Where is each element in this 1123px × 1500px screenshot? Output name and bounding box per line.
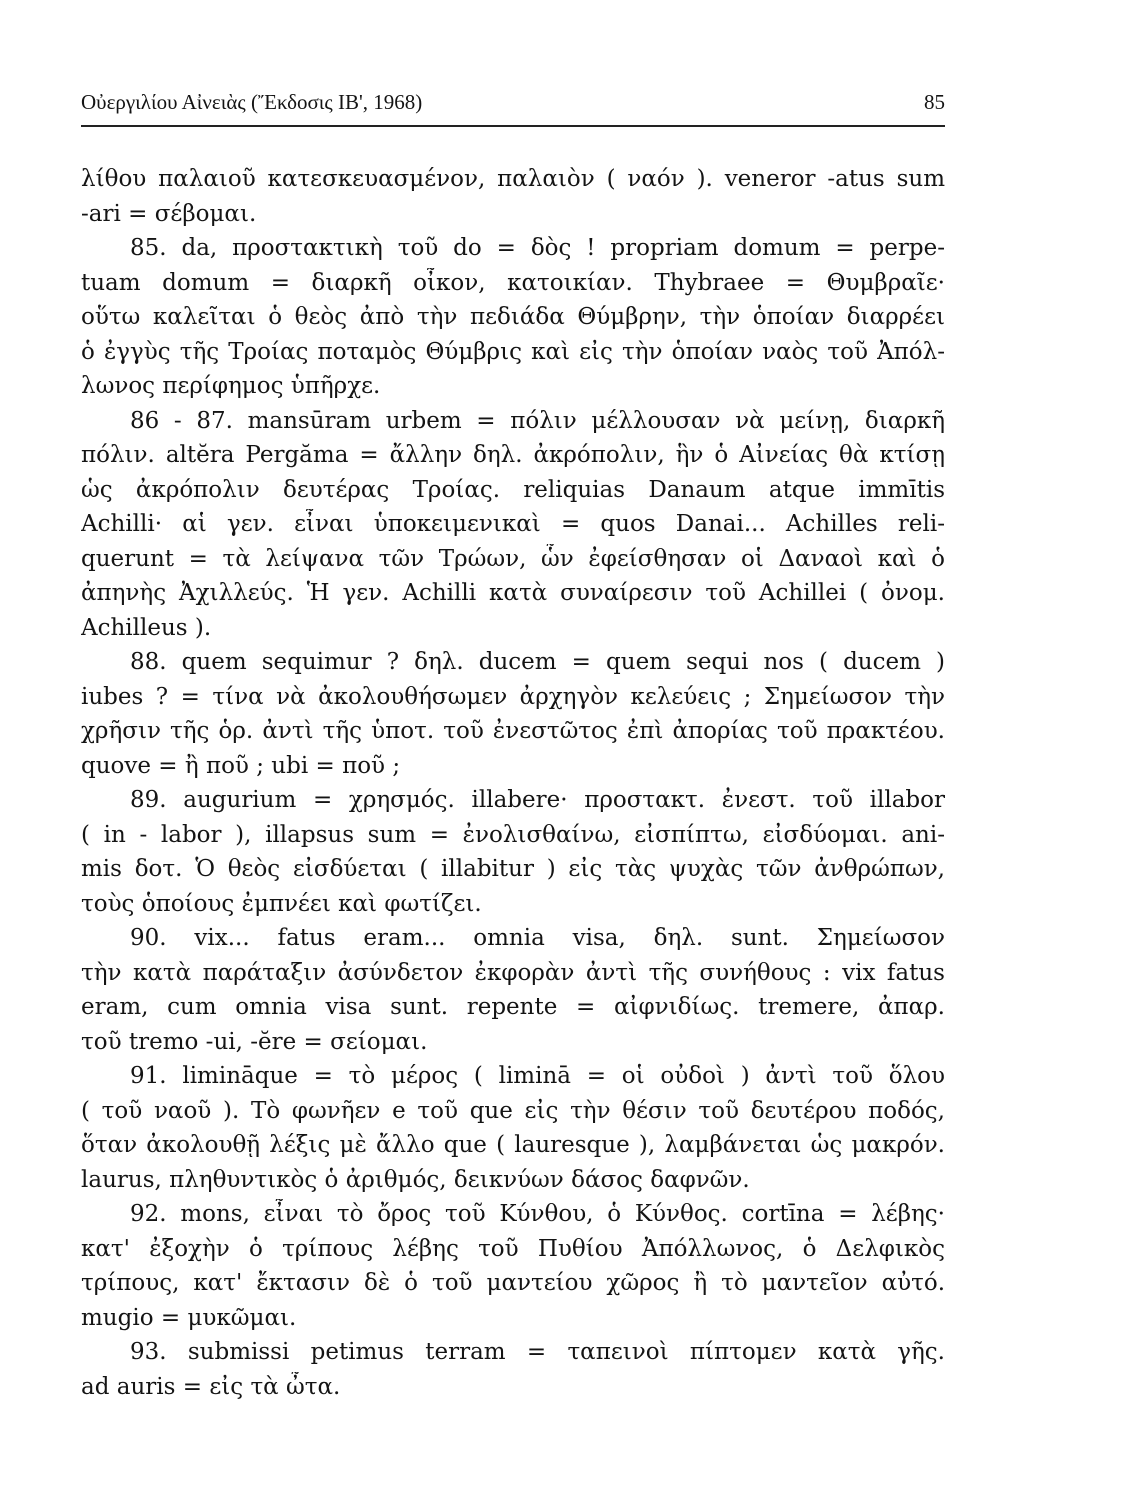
text-line: laurus, πληθυντικὸς ὁ ἀριθμός, δεικνύων δάσος δαφνῶν. bbox=[81, 1167, 750, 1193]
text-line: λωνος περίφημος ὑπῆρχε. bbox=[81, 373, 381, 399]
entry-85-line: 85. da, προστακτικὴ τοῦ do = δὸς ! propriam domum = perpe- bbox=[130, 235, 945, 261]
running-head bbox=[81, 88, 945, 122]
entry-88-line: 88. quem sequimur ? δηλ. ducem = quem sequi nos ( ducem ) bbox=[130, 649, 945, 675]
text-line: iubes ? = τίνα νὰ ἀκολουθήσωμεν ἀρχηγὸν κελεύεις ; Σημείωσον τὴν bbox=[81, 684, 945, 710]
text-line: χρῆσιν τῆς ὁρ. ἀντὶ τῆς ὑποτ. τοῦ ἐνεστῶτος ἐπὶ ἀπορίας τοῦ πρακτέου. bbox=[81, 718, 945, 744]
text-line: mugio = μυκῶμαι. bbox=[81, 1305, 297, 1331]
text-line: eram, cum omnia visa sunt. repente = αἰφνιδίως. tremere, ἀπαρ. bbox=[81, 994, 945, 1020]
entry-91-line: 91. limināque = τὸ μέρος ( liminā = οἱ οὐδοὶ ) ἀντὶ τοῦ ὅλου bbox=[130, 1063, 945, 1089]
text-line: κατ' ἐξοχὴν ὁ τρίπους λέβης τοῦ Πυθίου Ἀπόλλωνος, ὁ Δελφικὸς bbox=[81, 1236, 945, 1262]
text-line: tuam domum = διαρκῆ οἶκον, κατοικίαν. Thybraee = Θυμβραῖε· bbox=[81, 270, 945, 296]
text-line: quove = ἢ ποῦ ; ubi = ποῦ ; bbox=[81, 753, 401, 779]
entry-line: 93. submissi petimus terram = ταπεινοὶ πίπτομεν κατὰ γῆς. bbox=[130, 1339, 945, 1365]
text-line: Achilleus ). bbox=[81, 615, 212, 641]
text-line: Achilli· αἱ γεν. εἶναι ὑποκειμενικαὶ = quos Danai... Achilles reli- bbox=[81, 511, 945, 537]
text-line: τρίπους, κατ' ἔκτασιν δὲ ὁ τοῦ μαντείου χῶρος ἢ τὸ μαντεῖον αὐτό. bbox=[81, 1270, 945, 1296]
text-line: ( in - labor ), illapsus sum = ἐνολισθαίνω, εἰσπίπτω, εἰσδύομαι. ani- bbox=[81, 822, 945, 848]
text-line: τοὺς ὁποίους ἐμπνέει καὶ φωτίζει. bbox=[81, 891, 482, 917]
header-rule bbox=[81, 125, 945, 127]
entry-86-87-line: 86 - 87. mansūram urbem = πόλιν μέλλουσαν νὰ μείνῃ, διαρκῆ bbox=[130, 408, 945, 434]
page-number: 85 bbox=[924, 90, 945, 114]
text-line: πόλιν. altĕra Pergăma = ἄλλην δηλ. ἀκρόπολιν, ἣν ὁ Αἰνείας θὰ κτίσῃ bbox=[81, 442, 945, 468]
entry-line: 92. mons, εἶναι τὸ ὄρος τοῦ Κύνθου, ὁ Κύνθος. cortīna = λέβης· bbox=[130, 1201, 945, 1227]
text-line: τὴν κατὰ παράταξιν ἀσύνδετον ἐκφορὰν ἀντὶ τῆς συνήθους : vix fatus bbox=[81, 960, 945, 986]
text-line: λίθου παλαιοῦ κατεσκευασμένον, παλαιὸν ( ναόν ). veneror -atus sum bbox=[81, 166, 945, 192]
text-line: ad auris = εἰς τὰ ὦτα. bbox=[81, 1374, 341, 1400]
text-line: ὁ ἐγγὺς τῆς Τροίας ποταμὸς Θύμβρις καὶ εἰς τὴν ὁποίαν ναὸς τοῦ Ἀπόλ- bbox=[81, 339, 945, 365]
text-line: τοῦ tremo -ui, -ĕre = σείομαι. bbox=[81, 1029, 428, 1055]
entry-90-line: 90. vix... fatus eram... omnia visa, δηλ. sunt. Σημείωσον bbox=[130, 925, 945, 951]
text-line: mis δοτ. Ὁ θεὸς εἰσδύεται ( illabitur ) εἰς τὰς ψυχὰς τῶν ἀνθρώπων, bbox=[81, 856, 945, 882]
text-line: ἀπηνὴς Ἀχιλλεύς. Ἡ γεν. Achilli κατὰ συναίρεσιν τοῦ Achillei ( ὀνομ. bbox=[81, 580, 945, 606]
text-line: ὡς ἀκρόπολιν δευτέρας Τροίας. reliquias Danaum atque immītis bbox=[81, 477, 945, 503]
running-title: Οὐεργιλίου Αἰνειὰς (Ἔκδοσις ΙΒ', 1968) bbox=[81, 90, 423, 114]
text-line: οὕτω καλεῖται ὁ θεὸς ἀπὸ τὴν πεδιάδα Θύμβρην, τὴν ὁποίαν διαρρέει bbox=[81, 304, 945, 330]
text-line: querunt = τὰ λείψανα τῶν Τρώων, ὧν ἐφείσθησαν οἱ Δαναοὶ καὶ ὁ bbox=[81, 546, 945, 572]
text-line: ὅταν ἀκολουθῇ λέξις μὲ ἄλλο que ( lauresque ), λαμβάνεται ὡς μακρόν. bbox=[81, 1132, 945, 1158]
text-line: -ari = σέβομαι. bbox=[81, 201, 257, 227]
text-line: ( τοῦ ναοῦ ). Τὸ φωνῆεν e τοῦ que εἰς τὴν θέσιν τοῦ δευτέρου ποδός, bbox=[81, 1098, 945, 1124]
entry-89-line: 89. augurium = χρησμός. illabere· προστακτ. ἐνεστ. τοῦ illabor bbox=[130, 787, 945, 813]
